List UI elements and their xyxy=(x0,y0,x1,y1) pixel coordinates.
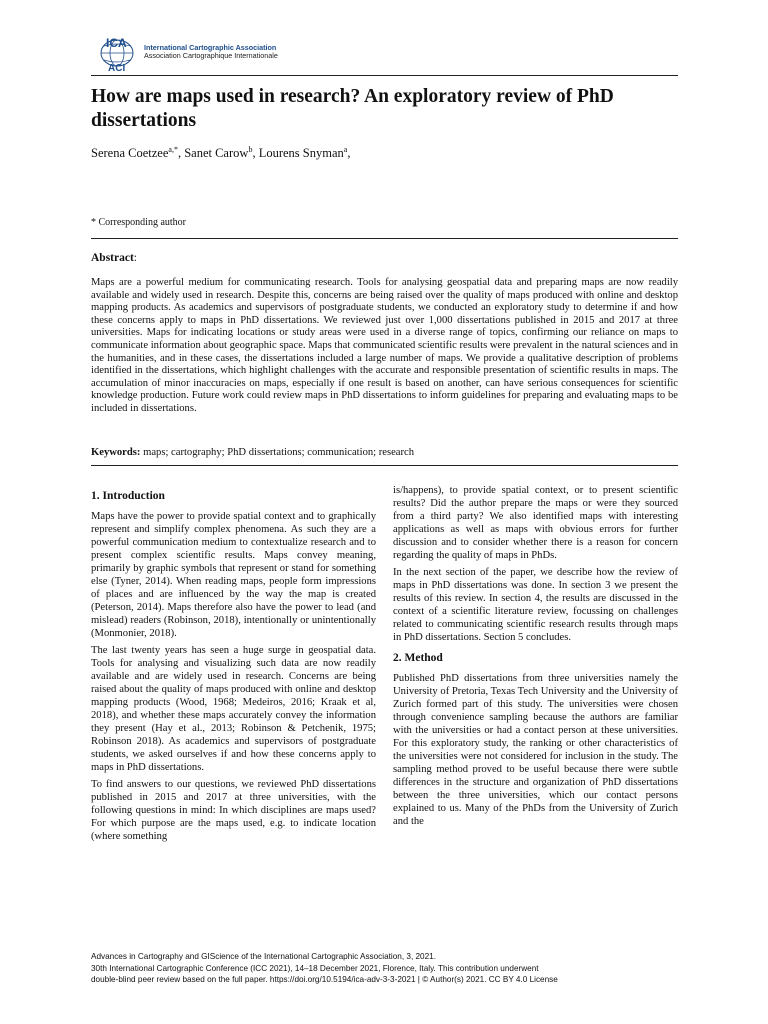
paragraph: Maps have the power to provide spatial context and to graphically represent and simplify complex phenomena. As such they are a powerful communication medium to contextualize research and to present complex scientific results. Maps convey meaning, primarily by graphic symbols that represent or stand for something else (Tyner, 2014). When reading maps, people form impressions of places and are influenced by the way the map is created (Peterson, 2014). Maps therefore also have the power to lead (and mislead) readers (Robinson, 2018), intentionally or unintentionally (Monmonier, 2018). xyxy=(91,511,376,639)
footer-conference-line: 30th International Cartographic Conference (ICC 2021), 14–18 December 2021, Florence, Italy. This contribution underwent xyxy=(91,963,539,973)
abstract-heading xyxy=(91,252,137,264)
logo-bottom-text: ACI xyxy=(108,63,126,73)
globe-logo-icon xyxy=(92,33,142,73)
left-column xyxy=(91,490,376,847)
keywords-list: maps; cartography; PhD dissertations; communication; research xyxy=(140,447,415,458)
right-column xyxy=(393,484,678,832)
abstract-colon: : xyxy=(133,252,137,264)
author-affiliation: a,* xyxy=(168,145,178,154)
paragraph: In the next section of the paper, we describe how the review of maps in PhD dissertations was done. In section 3 we present the results of this review. In section 4, the results are discussed in the context of a scientific literature review, focussing on challenges related to communicating scientific research results through maps in PhD dissertations. Section 5 concludes. xyxy=(393,567,678,643)
header-rule xyxy=(91,75,678,76)
abstract-top-rule xyxy=(91,238,678,239)
keywords-bottom-rule xyxy=(91,465,678,466)
paragraph: The last twenty years has seen a huge surge in geospatial data. Tools for analysing and visualizing such data are now readily available and are widely used in research. Concerns are being raised about the quality of maps produced with online and desktop mapping products (Wood, 1968; Medeiros, 2016; Kraak et al, 2018), and whether these maps accurately convey the information they present (Hay et al., 2013; Robinson & Petchenik, 1975; Robinson 2018). As academics and supervisors of postgraduate students, we asked ourselves if and how these concerns apply to maps in PhD dissertations. xyxy=(91,645,376,773)
abstract-label: Abstract xyxy=(91,252,134,264)
logo-top-text: ICA xyxy=(106,36,127,50)
author-name: Serena Coetzee xyxy=(91,146,169,161)
section-heading-introduction: 1. Introduction xyxy=(91,490,165,502)
corresponding-author-note: * Corresponding author xyxy=(91,217,186,228)
author-affiliation: a xyxy=(343,145,348,154)
paragraph: To find answers to our questions, we reviewed PhD dissertations published in 2015 and 2017 at three universities, with the following questions in mind: In which disciplines are maps used? For which purpose are the maps used, e.g. to indicate location (where something xyxy=(91,779,376,842)
author-separator: , xyxy=(252,146,259,161)
paper-title: How are maps used in research? An exploratory review of PhD dissertations xyxy=(91,86,614,131)
author-separator: , xyxy=(347,146,351,161)
author-name: Lourens Snyman xyxy=(258,146,344,161)
abstract-text: Maps are a powerful medium for communicating research. Tools for analysing geospatial data and preparing maps are now readily available and widely used in research. Despite this, concerns are being raised over the quality of maps produced with online and desktop mapping products. As academics and supervisors of postgraduate students, we conducted an exploratory study to determine if and how these concerns apply to maps in PhD dissertations. We reviewed just over 1,000 dissertations published in 2015 and 2017 at three universities. Maps for indicating locations or study areas were used in a diverse range of topics, confirming our reliance on maps to communicate information about geographic space. Maps that communicated scientific results were prevalent in the natural sciences and in the humanities, and in these cases, the dissertations included a large number of maps. We provide a qualitative description of problems identified in the dissertations, which highlight challenges with the accurate and responsible presentation of scientific results in maps. The accumulation of minor inaccuracies on maps, especially if one result is based on another, can have serious consequences for scientific knowledge production. Future work could review maps in PhD dissertations to inform guidelines for preparing and evaluating maps to be included in dissertations. xyxy=(91,277,678,414)
keywords-label: Keywords: xyxy=(91,447,141,458)
author-name: Sanet Carow xyxy=(184,146,249,161)
footer-license-line: double-blind peer review based on the full paper. https://doi.org/10.5194/ica-adv-3-3-2021 | © Author(s) 2021. CC BY 4.0 License xyxy=(91,975,558,985)
author-separator: , xyxy=(177,146,185,161)
author-list xyxy=(91,145,350,161)
ica-logo xyxy=(92,33,278,73)
author-affiliation: b xyxy=(248,145,253,154)
section-heading-method: 2. Method xyxy=(393,652,443,664)
paragraph: Published PhD dissertations from three universities namely the University of Pretoria, Texas Tech University and the University of Zurich formed part of this study. The universities were chosen through convenience sampling because the authors are familiar with the universities or had a contact person at these universities. For this exploratory study, the ranking or other characteristics of the universities were not considered for inclusion in the study. The sampling method proved to be useful because there were subtle differences in the structure and organization of PhD dissertations between the three universities, which our contact persons explained to us. Many of the PhDs from the University of Zurich and the xyxy=(393,673,678,827)
keywords xyxy=(91,446,678,459)
footer-journal-line: Advances in Cartography and GIScience of the International Cartographic Association, 3, 2021. xyxy=(91,952,436,961)
association-name-en: International Cartographic Association xyxy=(144,43,277,52)
page-footer xyxy=(91,951,691,986)
paragraph: is/happens), to provide spatial context, or to present scientific results? Did the author prepare the maps or were they sourced from a third party? We also identified maps with interesting applications as well as maps with obvious errors for further discussion and to consider whether there is a reason for concern regarding the quality of maps in PhDs. xyxy=(393,485,678,561)
association-name-fr: Association Cartographique Internationale xyxy=(144,51,278,60)
